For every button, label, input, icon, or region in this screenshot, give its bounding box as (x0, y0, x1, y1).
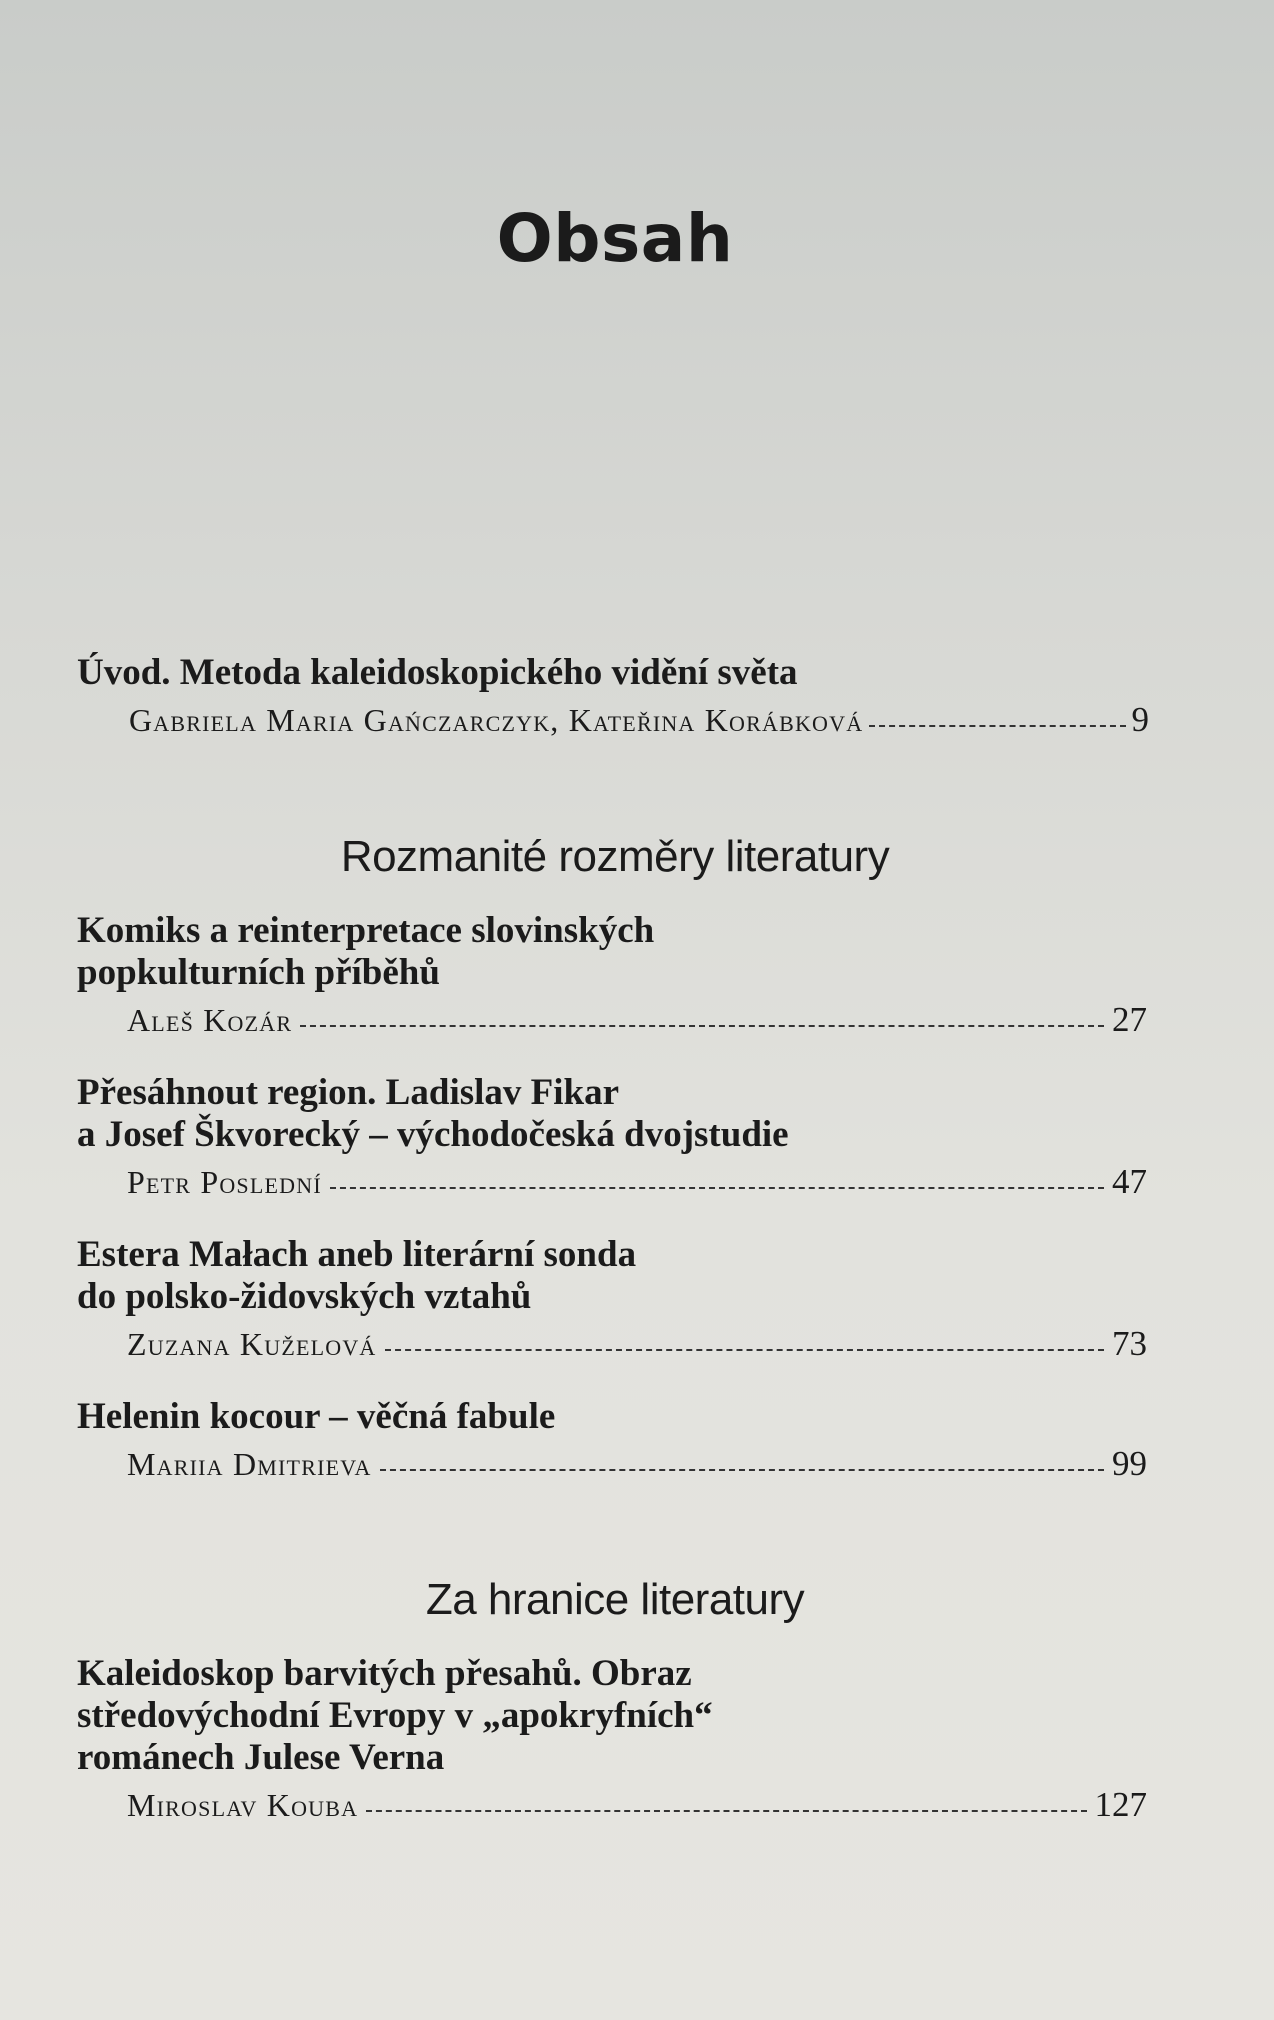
entry-author: Miroslav Kouba (127, 1787, 359, 1823)
toc-entry[interactable] (77, 1234, 1147, 1364)
entry-title-line: Helenin kocour – věčná fabule (77, 1396, 556, 1437)
entry-title: Úvod. Metoda kaleidoskopického vidění světa (77, 652, 798, 693)
entry-title-line: Komiks a reinterpretace slovinských (77, 910, 655, 951)
entry-title-line: středovýchodní Evropy v „apokryfních“ (77, 1695, 713, 1736)
entry-title-line: románech Julese Verna (77, 1737, 445, 1778)
toc-entry[interactable] (77, 1072, 1147, 1202)
dot-leader (366, 1810, 1086, 1812)
toc-entry[interactable] (77, 1653, 1147, 1825)
toc-entry[interactable] (77, 910, 1147, 1040)
entry-title-line: Kaleidoskop barvitých přesahů. Obraz (77, 1653, 692, 1694)
author-row (127, 1000, 1147, 1040)
toc-entry[interactable] (77, 1396, 1147, 1484)
entry-author: Gabriela Maria Gańczarczyk, Kateřina Korábková (129, 702, 864, 738)
dot-leader (385, 1349, 1104, 1351)
entry-title-line: Estera Małach aneb literární sonda (77, 1234, 637, 1275)
entry-author: Aleš Kozár (127, 1002, 293, 1038)
entry-page-number: 27 (1112, 1000, 1147, 1039)
entry-page-number: 99 (1112, 1444, 1147, 1483)
entry-title-line: do polsko-židovských vztahů (77, 1276, 532, 1317)
author-row (127, 1162, 1147, 1202)
entry-title-line: a Josef Škvorecký – východočeská dvojstudie (77, 1114, 789, 1155)
author-row (129, 700, 1149, 740)
section-heading: Za hranice literatury (425, 1575, 805, 1624)
section-heading: Rozmanité rozměry literatury (340, 832, 890, 881)
entry-title-line: popkulturních příběhů (77, 952, 440, 993)
entry-page-number: 73 (1112, 1324, 1147, 1363)
entry-author: Zuzana Kuželová (127, 1326, 377, 1362)
dot-leader (380, 1469, 1104, 1471)
author-row (127, 1444, 1147, 1484)
entry-title-line: Přesáhnout region. Ladislav Fikar (77, 1072, 620, 1113)
author-row (127, 1324, 1147, 1364)
author-row (127, 1785, 1147, 1825)
entry-page-number: 127 (1094, 1785, 1147, 1824)
entry-author: Mariia Dmitrieva (127, 1446, 372, 1482)
toc-entry-intro[interactable] (77, 652, 1147, 740)
dot-leader (869, 725, 1125, 727)
page-title: Obsah (496, 200, 734, 277)
dot-leader (300, 1025, 1104, 1027)
entry-page-number: 9 (1131, 700, 1149, 739)
entry-author: Petr Poslední (127, 1164, 322, 1200)
dot-leader (330, 1187, 1104, 1189)
entry-page-number: 47 (1112, 1162, 1147, 1201)
